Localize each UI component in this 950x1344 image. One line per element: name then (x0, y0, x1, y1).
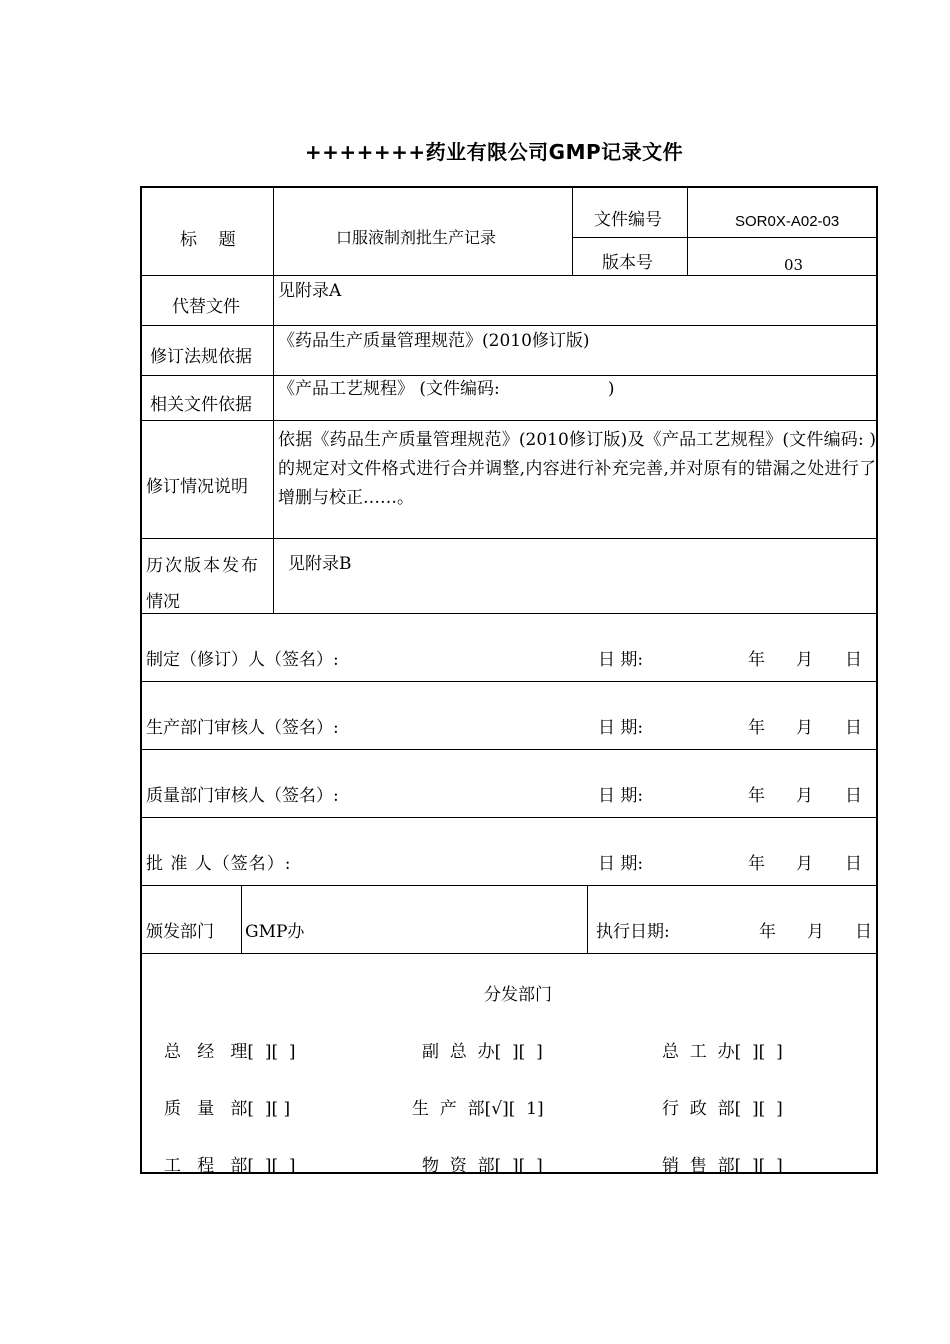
dist-item-admin-dept: 行 政 部[ ][ ] (662, 1099, 783, 1119)
regulation-label: 修订法规依据 (150, 347, 252, 367)
related-value: 《产品工艺规程》 (文件编码: ) (278, 379, 615, 399)
month-label: 月 (796, 650, 813, 670)
history-label: 历次版本发布 (146, 556, 260, 576)
day-label: 日 (845, 650, 862, 670)
row-divider (142, 325, 878, 326)
dist-item-quality-dept: 质 量 部[ ][ ] (164, 1099, 291, 1119)
record-form (140, 186, 878, 1174)
year-label: 年 (748, 650, 765, 670)
row-divider (572, 237, 878, 238)
month-label: 月 (796, 854, 813, 874)
year-label: 年 (759, 922, 776, 942)
approver-label: 批 准 人（签名）: (146, 854, 292, 874)
production-reviewer-label: 生产部门审核人（签名）: (146, 718, 339, 738)
replace-label: 代替文件 (172, 297, 240, 317)
row-divider (142, 953, 878, 954)
year-label: 年 (748, 854, 765, 874)
day-label: 日 (855, 922, 872, 942)
issue-dept-label: 颁发部门 (146, 922, 214, 942)
document-title: +++++++药业有限公司GMP记录文件 (304, 140, 684, 164)
version-label: 版本号 (602, 253, 653, 273)
dist-item-sales-dept: 销 售 部[ ][ ] (662, 1156, 783, 1176)
col-divider (273, 188, 274, 613)
day-label: 日 (845, 786, 862, 806)
replace-value: 见附录A (278, 281, 342, 301)
row-divider (142, 538, 878, 539)
dist-item-engineering-dept: 工 程 部[ ][ ] (164, 1156, 296, 1176)
author-signature-label: 制定（修订）人（签名）: (146, 650, 339, 670)
quality-date-label: 日 期: (598, 786, 644, 806)
dist-item-chief-engineer-office: 总 工 办[ ][ ] (662, 1042, 783, 1062)
row-divider (142, 613, 878, 614)
row-divider (142, 749, 878, 750)
row-divider (142, 681, 878, 682)
year-label: 年 (748, 786, 765, 806)
doc-no-label: 文件编号 (594, 210, 662, 230)
col-divider (572, 188, 573, 275)
row-divider (142, 275, 878, 276)
doc-no-value: SOR0X-A02-03 (735, 213, 840, 230)
col-divider (241, 885, 242, 953)
dist-item-vice-general-office: 副 总 办[ ][ ] (422, 1042, 543, 1062)
row-divider (142, 885, 878, 886)
col-divider (587, 885, 588, 953)
production-date-label: 日 期: (598, 718, 644, 738)
dist-item-general-manager: 总 经 理[ ][ ] (164, 1042, 296, 1062)
revision-label: 修订情况说明 (146, 477, 248, 497)
day-label: 日 (845, 718, 862, 738)
row-divider (142, 420, 878, 421)
col-divider (687, 188, 688, 275)
row-divider (142, 375, 878, 376)
month-label: 月 (807, 922, 824, 942)
approver-date-label: 日 期: (598, 854, 644, 874)
dist-item-production-dept: 生 产 部[√][ 1] (412, 1099, 544, 1119)
dist-item-materials-dept: 物 资 部[ ][ ] (422, 1156, 543, 1176)
history-value: 见附录B (288, 554, 352, 574)
revision-value: 依据《药品生产质量管理规范》(2010修订版)及《产品工艺规程》(文件编码: )的规定对文件格式进行合并调整,内容进行补充完善,并对原有的错漏之处进行了增删与校正……。 (278, 430, 876, 508)
month-label: 月 (796, 786, 813, 806)
history-label-2: 情况 (146, 592, 180, 612)
issue-dept-value: GMP办 (245, 922, 305, 942)
exec-date-label: 执行日期: (596, 922, 670, 942)
distribution-title: 分发部门 (484, 985, 552, 1005)
row-divider (142, 817, 878, 818)
author-date-label: 日 期: (598, 650, 644, 670)
regulation-value: 《药品生产质量管理规范》(2010修订版) (278, 331, 590, 351)
day-label: 日 (845, 854, 862, 874)
related-label: 相关文件依据 (150, 395, 252, 415)
version-value: 03 (784, 256, 804, 274)
title-label: 标 题 (180, 230, 236, 250)
title-value: 口服液制剂批生产记录 (336, 228, 497, 247)
quality-reviewer-label: 质量部门审核人（签名）: (146, 786, 339, 806)
month-label: 月 (796, 718, 813, 738)
year-label: 年 (748, 718, 765, 738)
